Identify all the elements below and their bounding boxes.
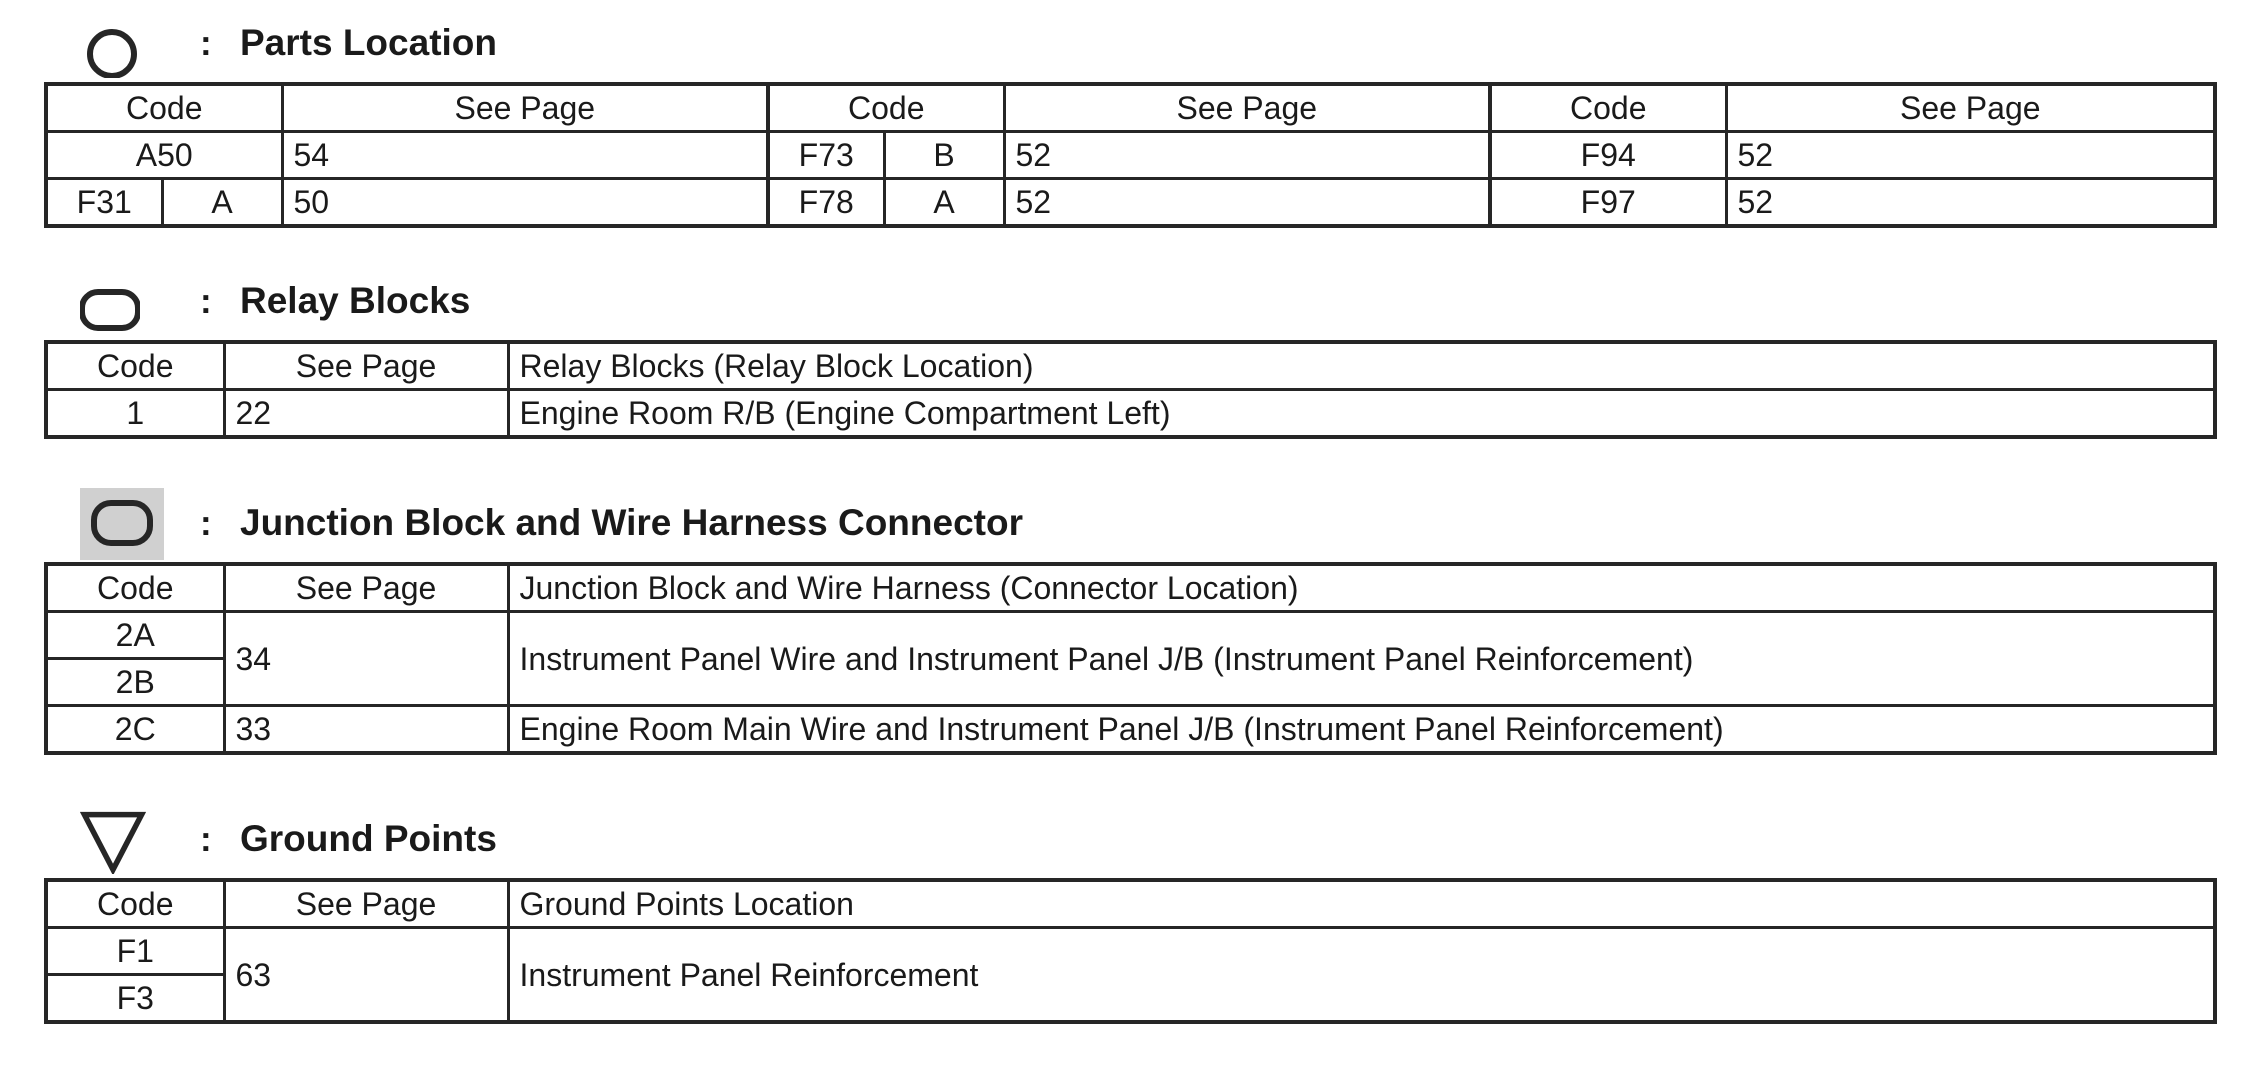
parts-location-section [44, 8, 2213, 228]
table-header-row [46, 84, 2215, 132]
junction-block-table [44, 562, 2217, 755]
part-sub-code: B [884, 132, 1004, 179]
see-page-header: See Page [1726, 84, 2215, 132]
rounded-rect-icon [80, 276, 140, 336]
colon: : [200, 282, 212, 321]
junction-block-section [44, 488, 2213, 755]
page-number: 33 [224, 706, 508, 754]
see-page-header: See Page [224, 880, 508, 928]
shaded-rounded-rect-icon [80, 488, 164, 560]
part-code: F78 [768, 179, 884, 227]
see-page-header: See Page [282, 84, 768, 132]
section-title: Ground Points [240, 818, 497, 859]
section-title: Parts Location [240, 22, 497, 63]
section-title: Junction Block and Wire Harness Connector [240, 502, 1023, 543]
colon: : [200, 820, 212, 859]
part-code: F73 [768, 132, 884, 179]
location-description: Instrument Panel Wire and Instrument Panel J/B (Instrument Panel Reinforcement) [508, 612, 2215, 706]
ground-points-table [44, 878, 2217, 1024]
section-title: Relay Blocks [240, 280, 471, 321]
part-code: F97 [1490, 179, 1726, 227]
description-header: Relay Blocks (Relay Block Location) [508, 342, 2215, 390]
colon: : [200, 24, 212, 63]
parts-location-table [44, 82, 2217, 228]
description-header: Ground Points Location [508, 880, 2215, 928]
table-row [46, 928, 2215, 975]
page-number: 52 [1004, 132, 1490, 179]
see-page-header: See Page [1004, 84, 1490, 132]
code-header: Code [46, 564, 224, 612]
page-number: 52 [1726, 179, 2215, 227]
see-page-header: See Page [224, 342, 508, 390]
ground-code: F3 [46, 975, 224, 1023]
ground-points-header [44, 804, 2213, 878]
page-number: 52 [1726, 132, 2215, 179]
ground-points-section [44, 804, 2213, 1024]
relay-blocks-table [44, 340, 2217, 439]
part-code: F31 [46, 179, 162, 227]
parts-location-header [44, 8, 2213, 82]
table-row [46, 132, 2215, 179]
colon: : [200, 504, 212, 543]
junction-code: 2A [46, 612, 224, 659]
triangle-down-icon [80, 808, 146, 874]
location-description: Engine Room Main Wire and Instrument Panel J/B (Instrument Panel Reinforcement) [508, 706, 2215, 754]
code-header: Code [46, 880, 224, 928]
relay-blocks-section [44, 266, 2213, 439]
location-description: Instrument Panel Reinforcement [508, 928, 2215, 1023]
table-header-row [46, 564, 2215, 612]
part-sub-code: A [162, 179, 282, 227]
junction-code: 2B [46, 659, 224, 706]
junction-code: 2C [46, 706, 224, 754]
description-header: Junction Block and Wire Harness (Connector Location) [508, 564, 2215, 612]
table-row [46, 612, 2215, 659]
circle-icon [82, 18, 142, 78]
relay-code: 1 [46, 390, 224, 438]
code-header: Code [46, 342, 224, 390]
page-number: 63 [224, 928, 508, 1023]
table-header-row [46, 880, 2215, 928]
ground-code: F1 [46, 928, 224, 975]
table-row [46, 706, 2215, 754]
relay-blocks-header [44, 266, 2213, 340]
part-code: F94 [1490, 132, 1726, 179]
page-number: 34 [224, 612, 508, 706]
see-page-header: See Page [224, 564, 508, 612]
code-header: Code [1490, 84, 1726, 132]
location-description: Engine Room R/B (Engine Compartment Left) [508, 390, 2215, 438]
table-header-row [46, 342, 2215, 390]
code-header: Code [768, 84, 1004, 132]
page-number: 50 [282, 179, 768, 227]
part-sub-code: A [884, 179, 1004, 227]
page-number: 22 [224, 390, 508, 438]
code-header: Code [46, 84, 282, 132]
junction-block-header [44, 488, 2213, 562]
table-row [46, 179, 2215, 227]
table-row [46, 390, 2215, 438]
part-code: A50 [46, 132, 282, 179]
page-number: 52 [1004, 179, 1490, 227]
page-number: 54 [282, 132, 768, 179]
